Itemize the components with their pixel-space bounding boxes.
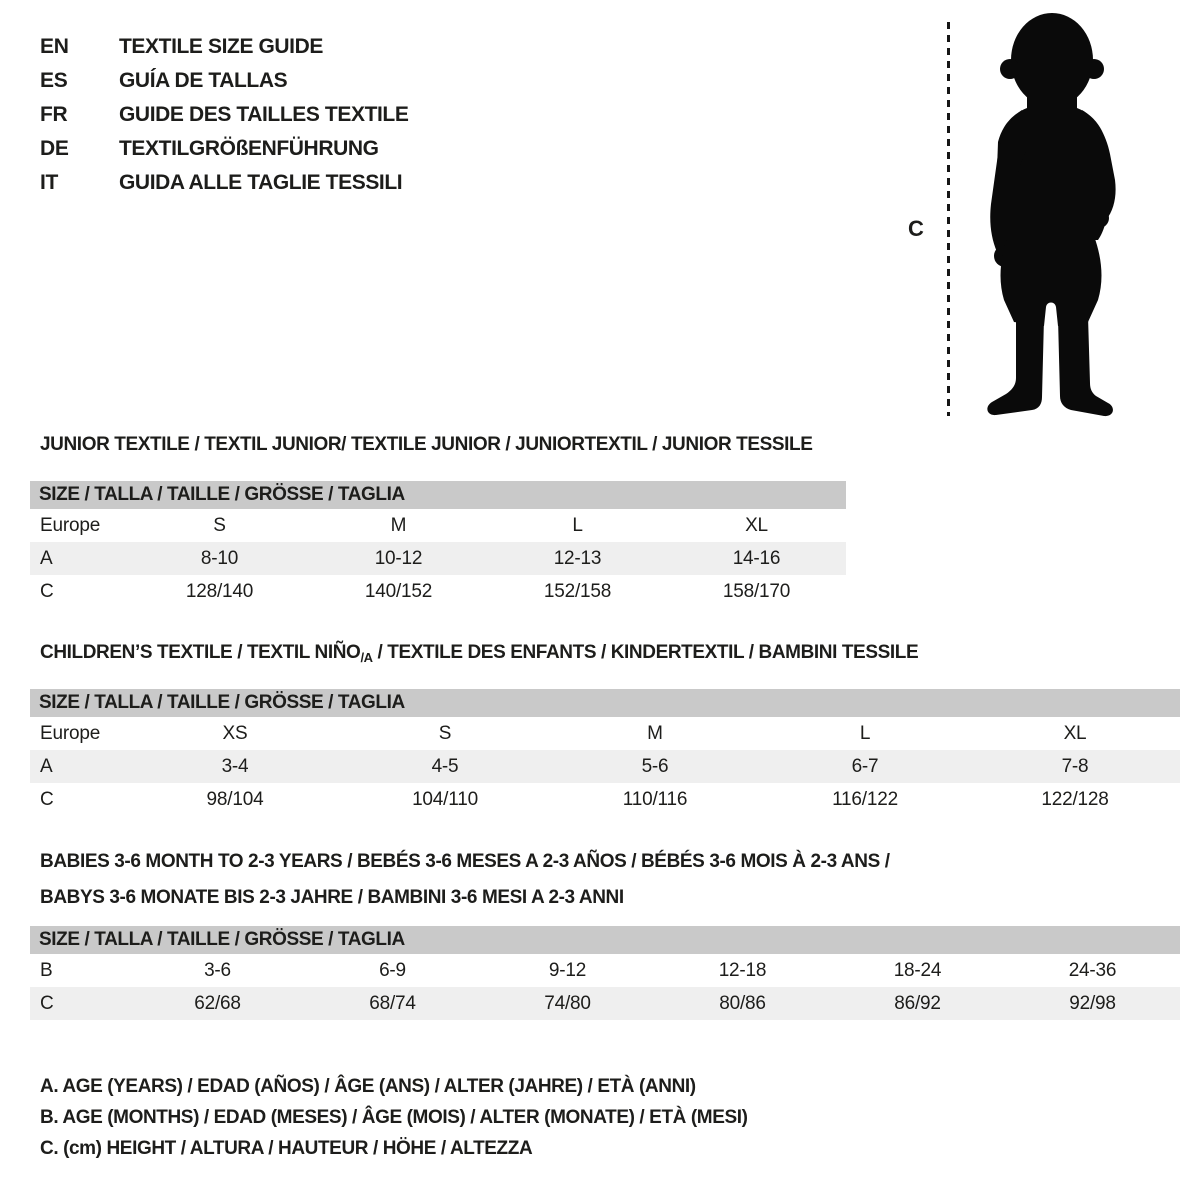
table-cell: XS bbox=[222, 722, 248, 744]
row-label: A bbox=[40, 755, 53, 777]
table-cell: 122/128 bbox=[1041, 788, 1109, 810]
language-title: GUÍA DE TALLAS bbox=[119, 69, 288, 92]
language-row bbox=[40, 166, 408, 200]
language-title: TEXTILGRÖßENFÜHRUNG bbox=[119, 137, 379, 160]
height-dashed-line bbox=[947, 22, 950, 416]
language-title: GUIDA ALLE TAGLIE TESSILI bbox=[119, 171, 403, 194]
language-code: EN bbox=[40, 35, 69, 58]
children-title-part1: CHILDREN’S TEXTILE / TEXTIL NIÑO bbox=[40, 642, 361, 663]
table-cell: S bbox=[438, 722, 452, 744]
language-header bbox=[40, 30, 408, 200]
table-cell: 152/158 bbox=[543, 580, 612, 602]
legend-line-c: C. (cm) HEIGHT / ALTURA / HAUTEUR / HÖHE / ALTEZZA bbox=[40, 1138, 533, 1159]
table-cell: 4-5 bbox=[431, 755, 459, 777]
row-label: C bbox=[40, 580, 54, 602]
table-cell: 24-36 bbox=[1068, 959, 1117, 981]
table-cell: 6-9 bbox=[379, 959, 406, 981]
table-cell: 18-24 bbox=[893, 959, 942, 981]
children-section-title bbox=[40, 642, 918, 664]
language-row bbox=[40, 64, 408, 98]
table-cell: 74/80 bbox=[544, 992, 591, 1014]
table-cell: 3-4 bbox=[221, 755, 249, 777]
table-row-height bbox=[30, 575, 846, 608]
measurement-legend bbox=[40, 1071, 748, 1164]
table-cell: 86/92 bbox=[894, 992, 941, 1014]
children-title-subscript: /A bbox=[360, 650, 373, 665]
table-cell: 12-13 bbox=[553, 547, 602, 569]
table-cell: M bbox=[647, 722, 663, 744]
children-size-table bbox=[30, 689, 1180, 816]
table-cell: L bbox=[572, 514, 583, 536]
table-row-europe bbox=[30, 717, 1180, 750]
language-code: FR bbox=[40, 103, 68, 126]
table-cell: 80/86 bbox=[719, 992, 766, 1014]
language-code: IT bbox=[40, 171, 59, 194]
row-label: C bbox=[40, 788, 54, 810]
table-cell: 128/140 bbox=[185, 580, 254, 602]
table-cell: 158/170 bbox=[722, 580, 791, 602]
size-header-bar: SIZE / TALLA / TAILLE / GRÖSSE / TAGLIA bbox=[30, 481, 846, 509]
table-cell: 98/104 bbox=[206, 788, 264, 810]
table-cell: 110/116 bbox=[622, 788, 688, 810]
junior-size-table bbox=[30, 481, 846, 608]
row-label: B bbox=[40, 959, 53, 981]
table-cell: 116/122 bbox=[832, 788, 898, 810]
babies-title-line2: BABYS 3-6 MONATE BIS 2-3 JAHRE / BAMBINI 3-6 MESI A 2-3 ANNI bbox=[40, 887, 624, 908]
table-cell: 62/68 bbox=[194, 992, 241, 1014]
language-title: TEXTILE SIZE GUIDE bbox=[119, 35, 323, 58]
table-row-height bbox=[30, 783, 1180, 816]
table-cell: 6-7 bbox=[851, 755, 879, 777]
size-header-bar: SIZE / TALLA / TAILLE / GRÖSSE / TAGLIA bbox=[30, 926, 1180, 954]
table-cell: 14-16 bbox=[732, 547, 781, 569]
table-cell: 8-10 bbox=[200, 547, 239, 569]
table-cell: 92/98 bbox=[1069, 992, 1116, 1014]
table-cell: 5-6 bbox=[641, 755, 669, 777]
table-cell: XL bbox=[1063, 722, 1087, 744]
table-row-height bbox=[30, 987, 1180, 1020]
babies-title-line1: BABIES 3-6 MONTH TO 2-3 YEARS / BEBÉS 3-6 MESES A 2-3 AÑOS / BÉBÉS 3-6 MOIS À 2-3 ANS / bbox=[40, 851, 890, 872]
height-measure-label: C bbox=[908, 216, 924, 241]
babies-section-title bbox=[40, 844, 890, 916]
table-cell: S bbox=[213, 514, 226, 536]
table-cell: 140/152 bbox=[364, 580, 433, 602]
table-cell: XL bbox=[745, 514, 768, 536]
row-label: A bbox=[40, 547, 53, 569]
language-row bbox=[40, 30, 408, 64]
row-label: Europe bbox=[40, 722, 101, 744]
row-label: Europe bbox=[40, 514, 101, 536]
table-cell: 9-12 bbox=[548, 959, 587, 981]
language-row bbox=[40, 98, 408, 132]
language-code: DE bbox=[40, 137, 69, 160]
language-title: GUIDE DES TAILLES TEXTILE bbox=[119, 103, 409, 126]
table-cell: M bbox=[390, 514, 407, 536]
language-code: ES bbox=[40, 69, 68, 92]
table-cell: 7-8 bbox=[1061, 755, 1089, 777]
table-cell: L bbox=[859, 722, 871, 744]
junior-section-title: JUNIOR TEXTILE / TEXTIL JUNIOR/ TEXTILE JUNIOR / JUNIORTEXTIL / JUNIOR TESSILE bbox=[40, 434, 813, 455]
table-cell: 3-6 bbox=[204, 959, 231, 981]
babies-size-table bbox=[30, 926, 1180, 1020]
table-cell: 10-12 bbox=[374, 547, 423, 569]
table-row-age bbox=[30, 750, 1180, 783]
children-title-part2: / TEXTILE DES ENFANTS / KINDERTEXTIL / BAMBINI TESSILE bbox=[372, 642, 919, 663]
legend-line-b: B. AGE (MONTHS) / EDAD (MESES) / ÂGE (MOIS) / ALTER (MONATE) / ETÀ (MESI) bbox=[40, 1107, 748, 1128]
table-row-age bbox=[30, 542, 846, 575]
language-row bbox=[40, 132, 408, 166]
table-row-months bbox=[30, 954, 1180, 987]
table-cell: 104/110 bbox=[412, 788, 478, 810]
row-label: C bbox=[40, 992, 54, 1014]
size-header-bar: SIZE / TALLA / TAILLE / GRÖSSE / TAGLIA bbox=[30, 689, 1180, 717]
table-cell: 12-18 bbox=[718, 959, 767, 981]
table-row-europe bbox=[30, 509, 846, 542]
table-cell: 68/74 bbox=[369, 992, 416, 1014]
legend-line-a: A. AGE (YEARS) / EDAD (AÑOS) / ÂGE (ANS) / ALTER (JAHRE) / ETÀ (ANNI) bbox=[40, 1076, 696, 1097]
toddler-silhouette-icon bbox=[963, 6, 1140, 418]
